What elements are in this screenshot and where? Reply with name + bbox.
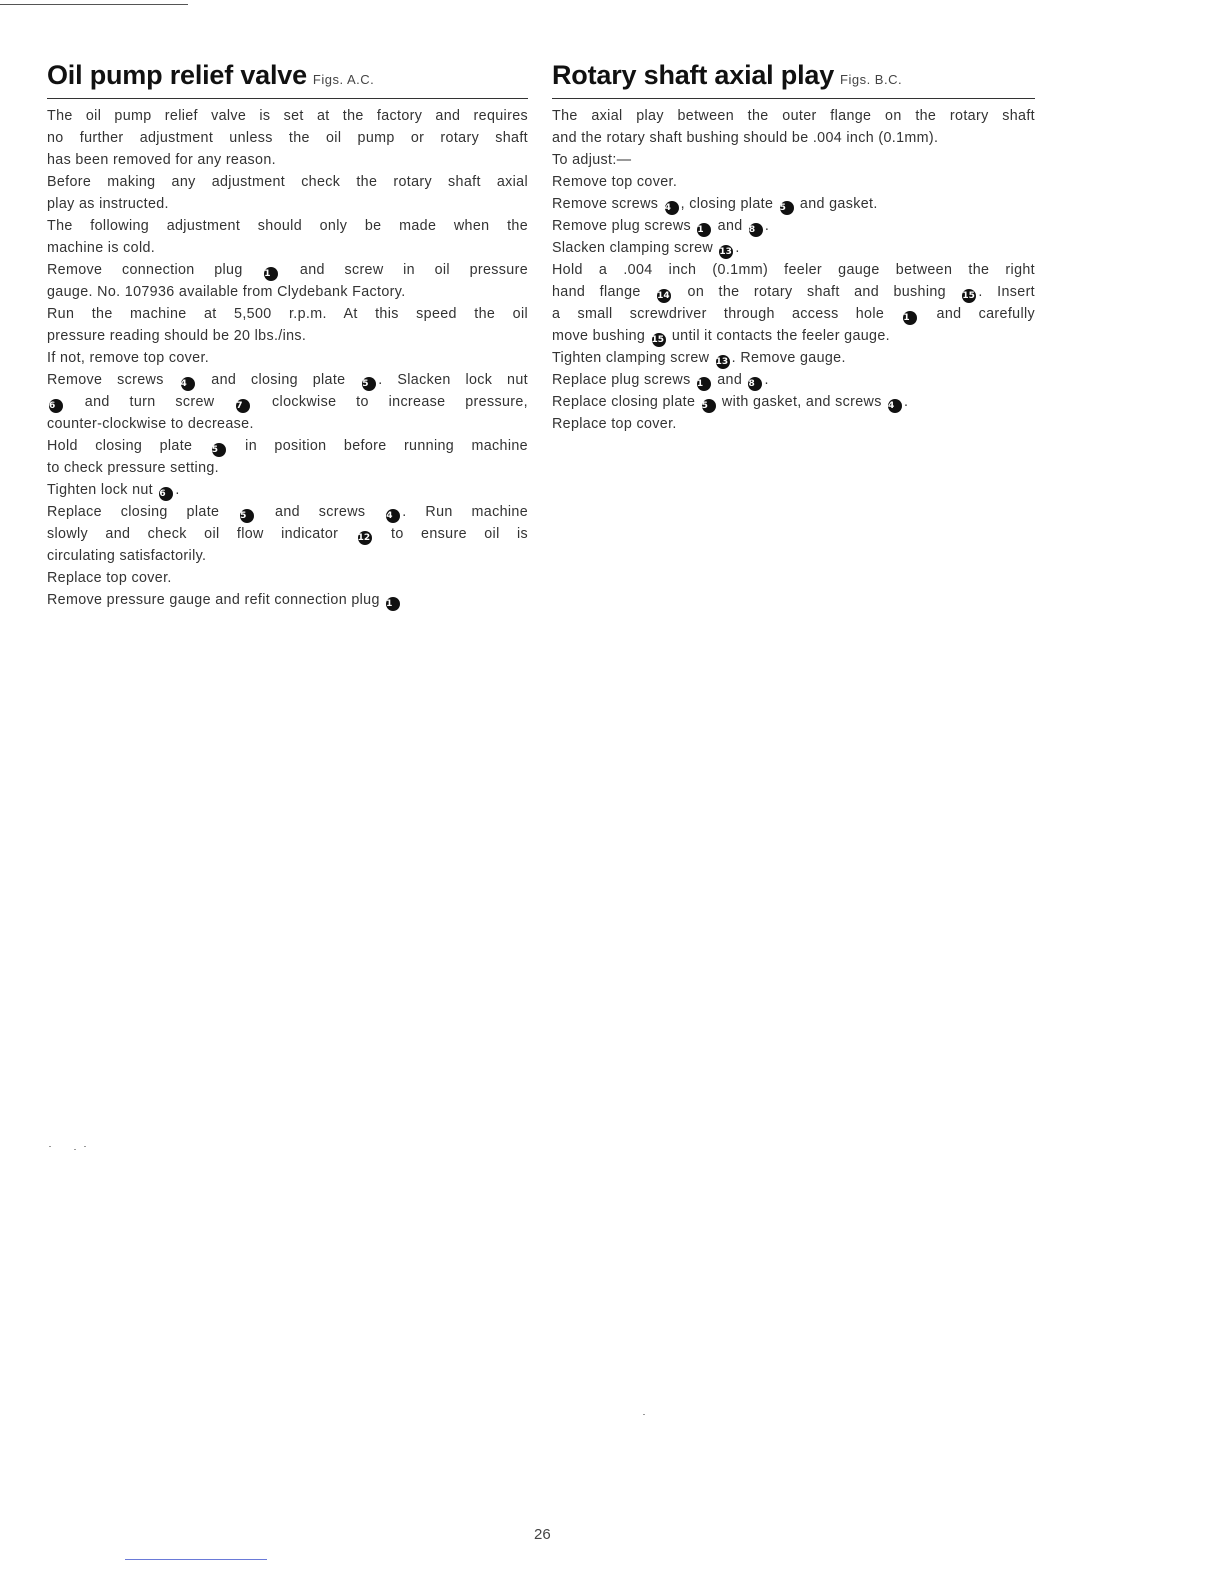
text-line (552, 171, 1035, 193)
callout-number-badge: 6 (159, 487, 173, 501)
text-segment: has been removed for any reason. (47, 152, 276, 168)
callout-number-badge: 1 (697, 223, 711, 237)
text-line (552, 149, 1035, 171)
callout-number-badge: 8 (749, 223, 763, 237)
callout-number-badge: 5 (780, 201, 794, 215)
section-heading (552, 60, 1035, 99)
text-line (552, 369, 1035, 391)
callout-number-badge: 1 (264, 267, 278, 281)
text-segment: counter-clockwise to decrease. (47, 416, 254, 432)
text-segment: Remove plug screws (552, 218, 696, 234)
text-segment: . (904, 394, 909, 410)
callout-number-badge: 1 (386, 597, 400, 611)
text-segment: Hold a .004 inch (0.1mm) feeler gauge between the right (552, 262, 1035, 278)
text-line (552, 303, 1035, 325)
text-segment: If not, remove top cover. (47, 350, 210, 366)
figure-reference: Figs. A.C. (312, 72, 375, 87)
text-segment: and (713, 218, 747, 234)
text-segment: Replace top cover. (552, 416, 677, 432)
text-segment: Replace closing plate (552, 394, 700, 410)
text-line (552, 215, 1035, 237)
text-segment: Replace closing plate (47, 504, 239, 520)
text-segment: . Remove gauge. (731, 350, 846, 366)
callout-number-badge: 5 (212, 443, 226, 457)
callout-number-badge: 4 (181, 377, 195, 391)
text-segment: circulating satisfactorily. (47, 548, 207, 564)
text-line (47, 259, 528, 281)
section-body (552, 105, 1035, 435)
text-segment: to ensure oil is (373, 526, 528, 542)
text-segment: machine is cold. (47, 240, 156, 256)
callout-number-badge: 14 (657, 291, 670, 301)
text-line (47, 237, 528, 259)
text-segment: in position before running machine (227, 438, 528, 454)
text-line (552, 281, 1035, 303)
text-segment: The oil pump relief valve is set at the factory and requires (47, 108, 528, 124)
text-line (47, 171, 528, 193)
text-line (47, 391, 528, 413)
callout-number-badge: 15 (651, 335, 665, 345)
text-line (47, 479, 528, 501)
text-segment: The following adjustment should only be made when the (47, 218, 528, 234)
callout-number-badge: 6 (49, 399, 63, 413)
text-segment: and turn screw (65, 394, 235, 410)
text-segment: Remove connection plug (47, 262, 263, 278)
text-line (47, 281, 528, 303)
callout-number-badge: 7 (236, 399, 250, 413)
text-segment: and (712, 372, 747, 388)
text-segment: To adjust:— (552, 152, 632, 168)
text-segment: Remove screws (552, 196, 663, 212)
section-oil-pump-relief-valve (47, 60, 528, 611)
text-segment: no further adjustment unless the oil pump or rotary shaft (47, 130, 528, 146)
text-segment: . Run machine (402, 504, 528, 520)
text-line (552, 105, 1035, 127)
text-line (47, 589, 528, 611)
text-line (47, 545, 528, 567)
text-line (47, 413, 528, 435)
text-segment: on the rotary shaft and bushing (673, 284, 961, 300)
text-segment: a small screwdriver through access hole (552, 306, 902, 322)
text-segment: Remove screws (47, 372, 179, 388)
text-line (47, 149, 528, 171)
text-segment: . (764, 218, 770, 234)
callout-number-badge: 1 (903, 311, 917, 325)
callout-number-badge: 4 (665, 201, 679, 215)
text-segment: slowly and check oil flow indicator (47, 526, 356, 542)
text-segment: pressure reading should be 20 lbs./ins. (47, 328, 307, 344)
text-segment: and screws (256, 504, 385, 520)
text-line (47, 215, 528, 237)
text-segment: and carefully (919, 306, 1035, 322)
text-line (47, 303, 528, 325)
text-segment: hand flange (552, 284, 656, 300)
text-line (47, 193, 528, 215)
text-line (47, 325, 528, 347)
section-title: Oil pump relief valve (47, 60, 307, 90)
text-segment: Tighten lock nut (47, 482, 158, 498)
scan-speck (84, 1146, 86, 1147)
text-segment: Replace top cover. (47, 570, 172, 586)
callout-number-badge: 13 (715, 357, 729, 367)
text-segment: and the rotary shaft bushing should be .004 inch (0.1mm). (552, 130, 939, 146)
callout-number-badge: 1 (697, 377, 711, 391)
text-line (47, 523, 528, 545)
text-line (552, 259, 1035, 281)
text-line (47, 105, 528, 127)
callout-number-badge: 12 (357, 533, 371, 543)
text-segment: to check pressure setting. (47, 460, 220, 476)
text-segment: Tighten clamping screw (552, 350, 714, 366)
text-segment: , closing plate (680, 196, 778, 212)
text-segment: Remove pressure gauge and refit connection plug (47, 592, 385, 608)
callout-number-badge: 4 (386, 509, 400, 523)
text-segment: and screw in oil pressure (280, 262, 528, 278)
scan-speck (74, 1149, 76, 1150)
text-segment: and closing plate (196, 372, 361, 388)
text-line (47, 369, 528, 391)
scan-speck (643, 1414, 645, 1415)
text-line (47, 435, 528, 457)
text-segment: . Insert (978, 284, 1035, 300)
text-segment: gauge. No. 107936 available from Clydebank Factory. (47, 284, 406, 300)
text-line (47, 127, 528, 149)
text-segment: . (764, 372, 769, 388)
top-rule (0, 4, 188, 5)
callout-number-badge: 5 (240, 509, 254, 523)
text-segment: play as instructed. (47, 196, 169, 212)
text-line (552, 413, 1035, 435)
callout-number-badge: 5 (702, 399, 716, 413)
text-line (47, 457, 528, 479)
text-segment: move bushing (552, 328, 650, 344)
text-line (552, 127, 1035, 149)
text-segment: Remove top cover. (552, 174, 678, 190)
text-segment: and gasket. (795, 196, 878, 212)
figure-reference: Figs. B.C. (840, 72, 903, 87)
text-line (552, 391, 1035, 413)
section-title: Rotary shaft axial play (552, 60, 835, 90)
page-number: 26 (534, 1526, 551, 1543)
text-segment: . (175, 482, 180, 498)
callout-number-badge: 13 (719, 247, 732, 257)
section-body (47, 105, 528, 611)
scan-speck (49, 1146, 51, 1147)
text-segment: clockwise to increase pressure, (252, 394, 528, 410)
text-segment: Slacken clamping screw (552, 240, 718, 256)
text-segment: Replace plug screws (552, 372, 695, 388)
callout-number-badge: 15 (962, 291, 975, 301)
text-line (552, 347, 1035, 369)
text-line (47, 567, 528, 589)
text-line (552, 325, 1035, 347)
callout-number-badge: 4 (888, 399, 902, 413)
callout-number-badge: 8 (748, 377, 762, 391)
text-segment: until it contacts the feeler gauge. (667, 328, 890, 344)
text-line (552, 237, 1035, 259)
callout-number-badge: 5 (362, 377, 376, 391)
text-segment: Before making any adjustment check the rotary shaft axial (47, 174, 528, 190)
text-line (552, 193, 1035, 215)
text-line (47, 501, 528, 523)
section-rotary-shaft-axial-play (552, 60, 1035, 435)
text-segment: . Slacken lock nut (378, 372, 528, 388)
text-segment: Run the machine at 5,500 r.p.m. At this speed the oil (47, 306, 528, 322)
text-segment: . (735, 240, 740, 256)
bottom-rule (125, 1559, 267, 1560)
section-heading (47, 60, 528, 99)
text-line (47, 347, 528, 369)
text-segment: The axial play between the outer flange on the rotary shaft (552, 108, 1035, 124)
text-segment: with gasket, and screws (717, 394, 887, 410)
text-segment: Hold closing plate (47, 438, 210, 454)
